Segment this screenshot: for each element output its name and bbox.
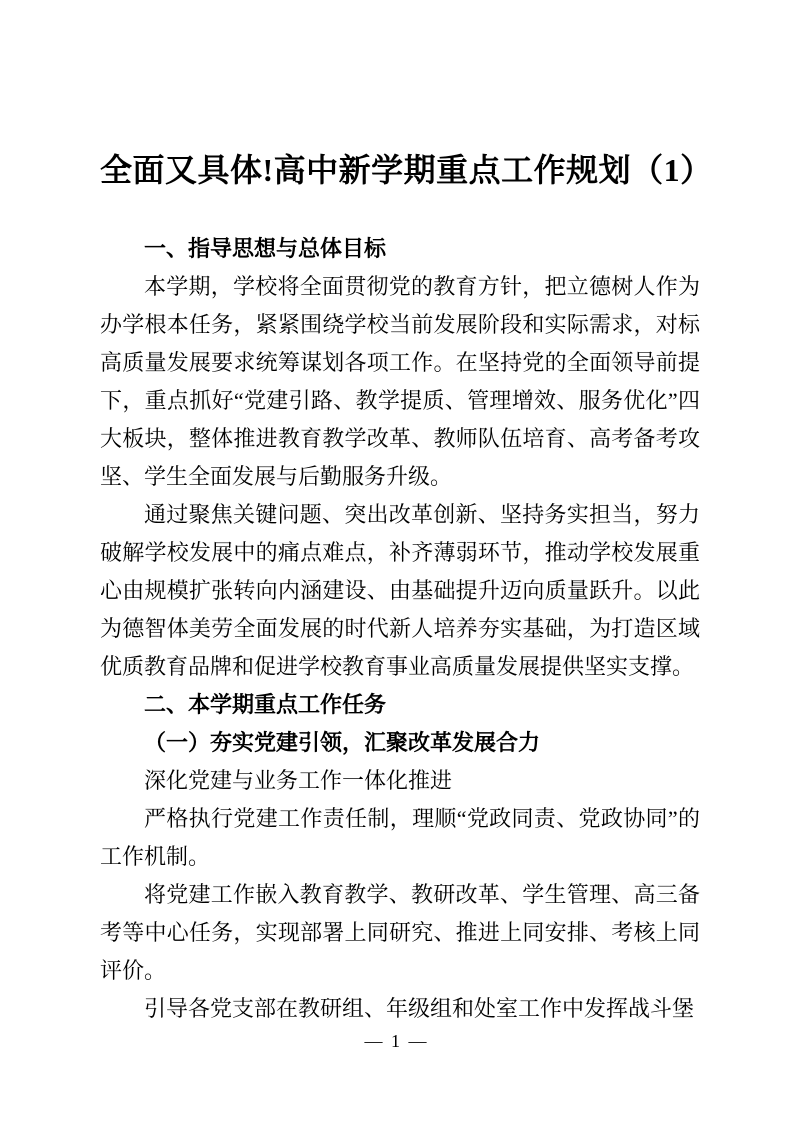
paragraph: 深化党建与业务工作一体化推进 <box>144 768 453 793</box>
section-heading: （一）夯实党建引领，汇聚改革发展合力 <box>144 730 541 755</box>
paragraph: 通过聚焦关键问题、突出改革创新、坚持务实担当，努力破解学校发展中的痛点难点，补齐薄弱环节，推动学校发展重心由规模扩张转向内涵建设、由基础提升迈向质量跃升。以此为德智体美劳全面发展的时代新人培养夯实基础，为打造区域优质教育品牌和促进学校教育事业高质量发展提供坚实支撑。 <box>100 502 700 679</box>
paragraph: 本学期，学校将全面贯彻党的教育方针，把立德树人作为办学根本任务，紧紧围绕学校当前发展阶段和实际需求，对标高质量发展要求统筹谋划各项工作。在坚持党的全面领导前提下，重点抓好“党建引路、教学提质、管理增效、服务优化”四大板块，整体推进教育教学改革、教师队伍培育、高考备考攻坚、学生全面发展与后勤服务升级。 <box>100 274 700 489</box>
paragraph: 将党建工作嵌入教育教学、教研改革、学生管理、高三备考等中心任务，实现部署上同研究、推进上同安排、考核上同评价。 <box>100 882 700 983</box>
paragraph: 引导各党支部在教研组、年级组和处室工作中发挥战斗堡 <box>144 996 695 1021</box>
paragraph: 严格执行党建工作责任制，理顺“党政同责、党政协同”的工作机制。 <box>100 806 700 869</box>
page-number: — 1 — <box>364 1031 429 1051</box>
document-title: 全面又具体!高中新学期重点工作规划（1） <box>100 152 713 188</box>
document-body <box>100 230 700 1028</box>
section-heading: 一、指导思想与总体目标 <box>144 236 387 261</box>
section-heading: 二、本学期重点工作任务 <box>144 692 387 717</box>
